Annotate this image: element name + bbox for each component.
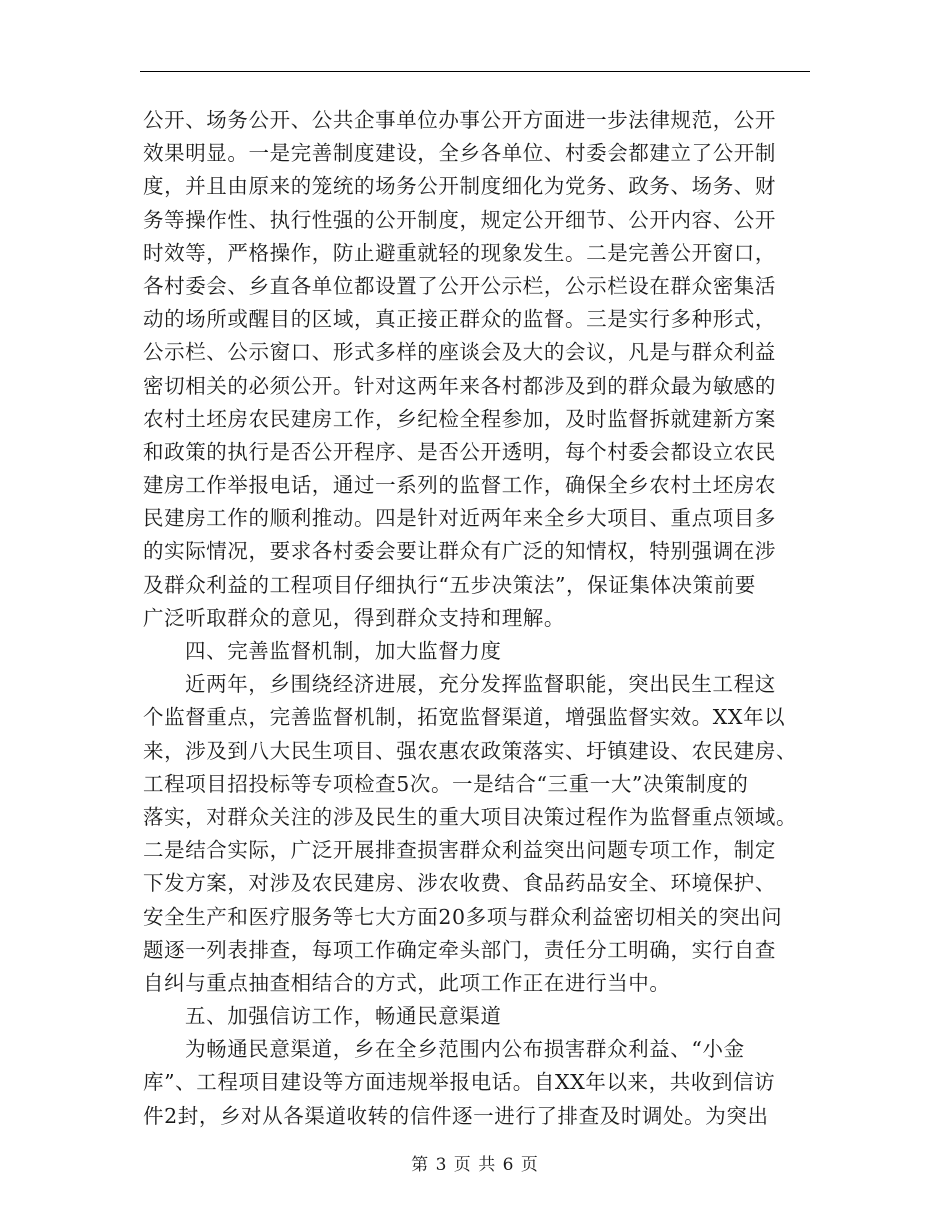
- text-line: 件2封，乡对从各渠道收转的信件逐一进行了排查及时调处。为突出: [143, 1103, 769, 1128]
- text-line: 二是结合实际，广泛开展排查损害群众利益突出问题专项工作，制定: [143, 838, 776, 863]
- section-heading: 五、加强信访工作，畅通民意渠道: [185, 1004, 502, 1029]
- text-line: 效果明显。一是完善制度建设，全乡各单位、村委会都建立了公开制: [143, 141, 776, 166]
- text-line: 各村委会、乡直各单位都设置了公开公示栏，公示栏设在群众密集活: [143, 273, 776, 298]
- paragraph-first-line: 近两年，乡围绕经济进展，充分发挥监督职能，突出民生工程这: [185, 672, 776, 697]
- text-line: 落实，对群众关注的涉及民生的重大项目决策过程作为监督重点领域。: [143, 804, 798, 829]
- text-line: 来，涉及到八大民生项目、强农惠农政策落实、圩镇建设、农民建房、: [143, 738, 798, 763]
- header-rule: [140, 71, 810, 72]
- text-line: 建房工作举报电话，通过一系列的监督工作，确保全乡农村土坯房农: [143, 473, 776, 498]
- text-line: 民建房工作的顺利推动。四是针对近两年来全乡大项目、重点项目多: [143, 506, 776, 531]
- text-line: 的实际情况，要求各村委会要让群众有广泛的知情权，特别强调在涉: [143, 539, 776, 564]
- text-line: 公开、场务公开、公共企事单位办事公开方面进一步法律规范，公开: [143, 108, 776, 132]
- section-heading: 四、完善监督机制，加大监督力度: [185, 639, 502, 663]
- text-line: 个监督重点，完善监督机制，拓宽监督渠道，增强监督实效。XX年以: [143, 705, 786, 730]
- text-line: 动的场所或醒目的区域，真正接正群众的监督。三是实行多种形式，: [143, 307, 776, 332]
- text-line: 和政策的执行是否公开程序、是否公开透明，每个村委会都设立农民: [143, 439, 776, 464]
- page-number: 第 3 页 共 6 页: [411, 1155, 539, 1175]
- text-line: 自纠与重点抽查相结合的方式，此项工作正在进行当中。: [143, 970, 671, 995]
- document-body: [143, 104, 815, 1133]
- text-line: 广泛听取群众的意见，得到群众支持和理解。: [143, 605, 565, 630]
- text-line: 务等操作性、执行性强的公开制度，规定公开细节、公开内容、公开: [143, 207, 776, 232]
- text-line: 时效等，严格操作，防止避重就轻的现象发生。二是完善公开窗口，: [143, 240, 776, 265]
- text-line: 工程项目招投标等专项检查5次。一是结合“三重一大”决策制度的: [143, 771, 749, 796]
- text-line: 及群众利益的工程项目仔细执行“五步决策法”，保证集体决策前要: [143, 572, 756, 597]
- text-line: 公示栏、公示窗口、形式多样的座谈会及大的会议，凡是与群众利益: [143, 340, 776, 365]
- text-line: 密切相关的必须公开。针对这两年来各村都涉及到的群众最为敏感的: [143, 373, 776, 398]
- text-line: 安全生产和医疗服务等七大方面20多项与群众利益密切相关的突出问: [143, 904, 783, 929]
- text-line: 农村土坯房农民建房工作，乡纪检全程参加，及时监督拆就建新方案: [143, 406, 776, 431]
- paragraph-first-line: 为畅通民意渠道，乡在全乡范围内公布损害群众利益、“小金: [185, 1037, 745, 1062]
- text-line: 度，并且由原来的笼统的场务公开制度细化为党务、政务、场务、财: [143, 174, 776, 199]
- text-line: 库”、工程项目建设等方面违规举报电话。自XX年以来，共收到信访: [143, 1070, 776, 1095]
- text-line: 下发方案，对涉及农民建房、涉农收费、食品药品安全、环境保护、: [143, 871, 776, 896]
- text-line: 题逐一列表排查，每项工作确定牵头部门，责任分工明确，实行自查: [143, 937, 776, 962]
